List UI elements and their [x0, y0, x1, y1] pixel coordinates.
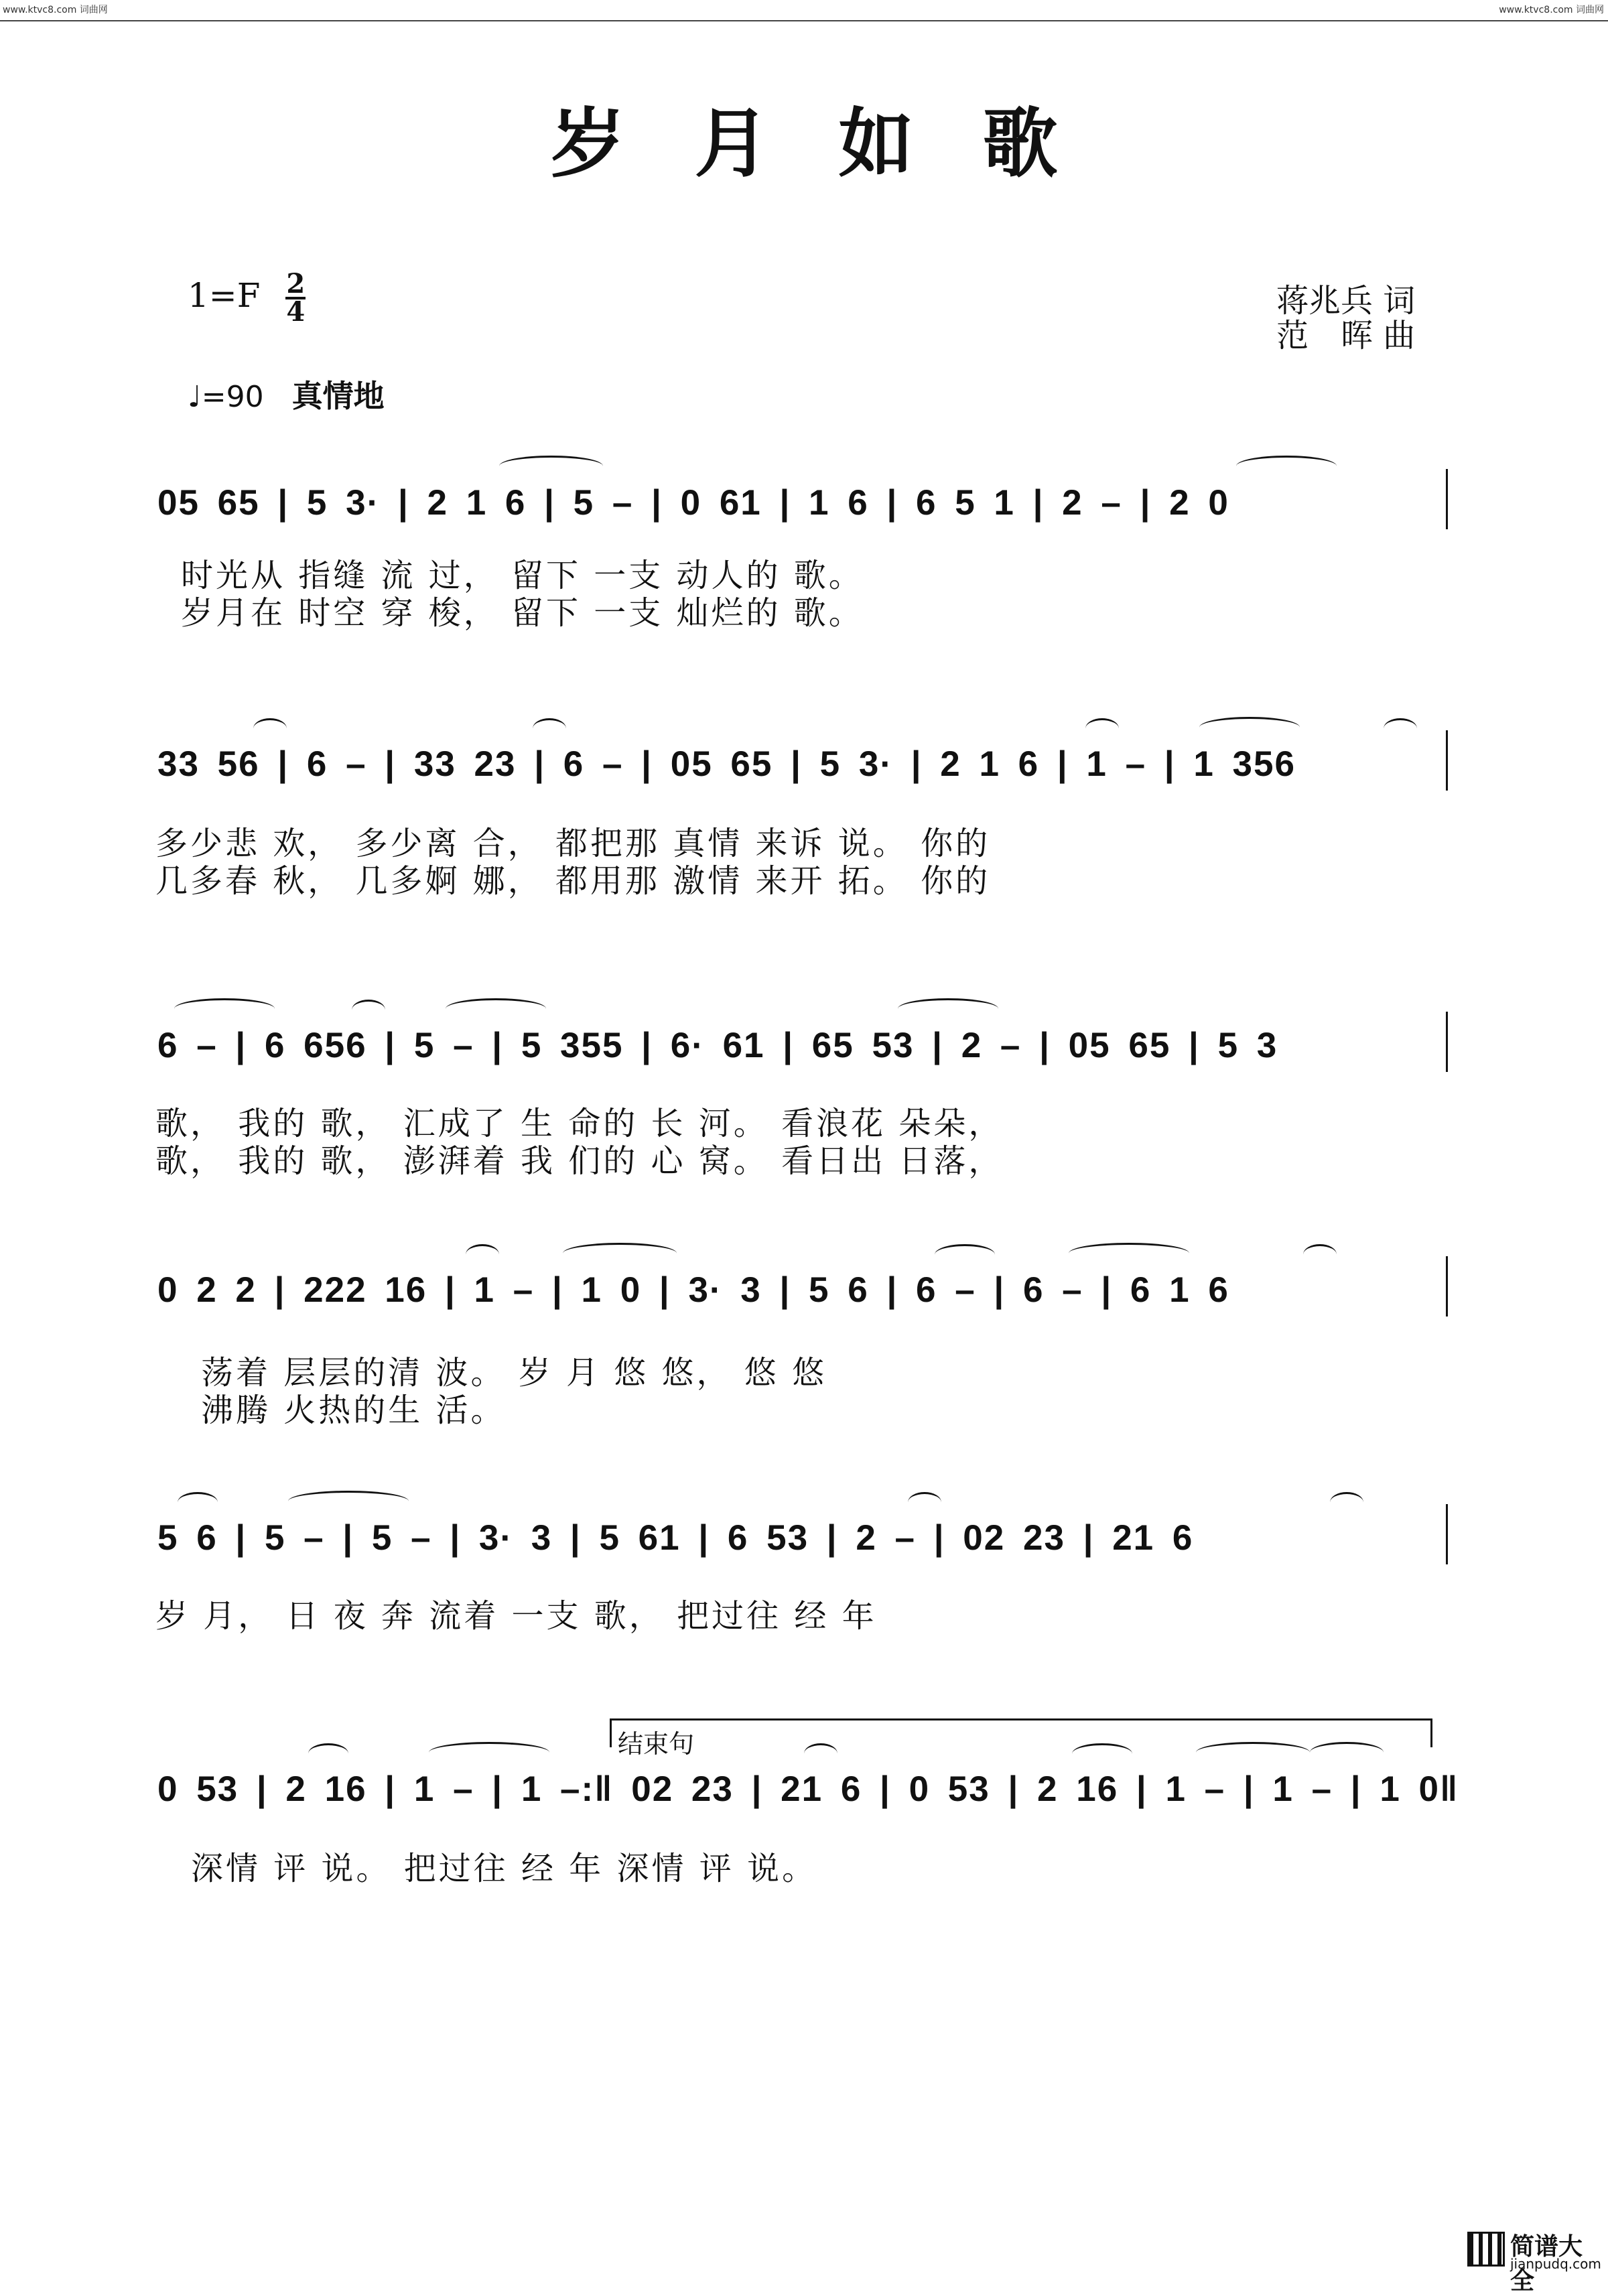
time-signature — [285, 268, 306, 328]
time-bottom: 4 — [286, 296, 306, 328]
site-watermark — [1467, 2228, 1601, 2295]
key-signature — [188, 268, 306, 328]
tempo-mark: ♩=90 — [188, 380, 264, 414]
composer-credit: 范 晖 曲 — [1276, 317, 1416, 354]
staff-system-4 — [0, 1243, 1608, 1429]
slur — [1196, 1742, 1310, 1763]
tempo-marking — [188, 372, 385, 416]
lyric-verse-2: 岁月在 时空 穿 梭， 留下 一支 灿烂的 歌。 — [181, 594, 864, 632]
staff-system-1 — [0, 456, 1608, 630]
header-right-text: www.ktvc8.com 词曲网 — [1499, 5, 1604, 15]
staff-system-3 — [0, 998, 1608, 1180]
lyric-verse-2: 歌， 我的 歌， 澎湃着 我 们的 心 窝。 看日出 日落， — [155, 1142, 1004, 1180]
lyric-verse-1: 深情 评 说。 把过往 经 年 深情 评 说。 — [191, 1850, 817, 1887]
notation-line: 6 – | 6 656 | 5 – | 5 355 | 6· 61 | 65 53 | 2 – | 05 65 | 5 3 — [157, 1026, 1278, 1065]
barline — [1446, 730, 1448, 791]
ending-label: 结束句 — [618, 1729, 695, 1759]
slur — [804, 1743, 838, 1764]
tempo-expression: 真情地 — [291, 378, 385, 414]
slur — [174, 998, 275, 1019]
notation-line: 33 56 | 6 – | 33 23 | 6 – | 05 65 | 5 3· | 2 1 6 | 1 – | 1 356 — [157, 744, 1296, 784]
lyric-verse-1: 歌， 我的 歌， 汇成了 生 命的 长 河。 看浪花 朵朵， — [155, 1105, 1004, 1142]
watermark-brand: 简谱大全 — [1510, 2233, 1583, 2295]
lyric-verse-2: 沸腾 火热的生 活。 — [201, 1392, 506, 1429]
slur — [1384, 718, 1417, 739]
staff-system-2 — [0, 717, 1608, 900]
slur — [288, 1491, 409, 1511]
header-divider — [0, 20, 1608, 21]
lyric-verse-1: 时光从 指缝 流 过， 留下 一支 动人的 歌。 — [181, 557, 864, 594]
slur — [908, 1492, 941, 1513]
slur — [1303, 1244, 1337, 1265]
slur — [533, 718, 566, 739]
key-label: 1=F — [188, 276, 261, 315]
slur — [429, 1742, 549, 1763]
slur — [1069, 1243, 1189, 1264]
slur — [446, 998, 546, 1019]
song-title — [0, 84, 1608, 192]
slur — [499, 456, 603, 476]
time-top: 2 — [286, 268, 306, 299]
slur — [1310, 1742, 1384, 1763]
lyric-verse-1: 多少悲 欢， 多少离 合， 都把那 真情 来诉 说。 你的 — [155, 825, 991, 862]
barline — [1446, 1012, 1448, 1072]
title-char: 月 — [694, 100, 770, 188]
slur — [308, 1743, 348, 1764]
slur — [253, 718, 287, 739]
lyric-verse-1: 岁 月， 日 夜 奔 流着 一支 歌， 把过往 经 年 — [155, 1597, 877, 1635]
notation-line: 05 65 | 5 3· | 2 1 6 | 5 – | 0 61 | 1 6 | 6 5 1 | 2 – | 2 0 — [157, 483, 1229, 523]
watermark-url: jianpudq.com — [1510, 2256, 1601, 2272]
slur — [935, 1244, 995, 1265]
barline — [1446, 1256, 1448, 1316]
notation-line: 0 53 | 2 16 | 1 – | 1 –:‖ 02 23 | 21 6 | 0 53 | 2 16 | 1 – | 1 – | 1 0‖ — [157, 1769, 1459, 1809]
notation-line: 5 6 | 5 – | 5 – | 3· 3 | 5 61 | 6 53 | 2 – | 02 23 | 21 6 — [157, 1518, 1194, 1558]
staff-system-6 — [0, 1742, 1608, 1889]
lyricist-credit: 蒋兆兵 词 — [1276, 282, 1416, 320]
slur — [178, 1492, 218, 1513]
lyric-verse-1: 荡着 层层的清 波。 岁 月 悠 悠， 悠 悠 — [201, 1354, 827, 1392]
header-left-text: www.ktvc8.com 词曲网 — [3, 5, 108, 15]
slur — [1072, 1743, 1132, 1764]
barline — [1446, 469, 1448, 529]
staff-system-5 — [0, 1491, 1608, 1638]
slur — [1085, 718, 1119, 739]
notation-line: 0 2 2 | 222 16 | 1 – | 1 0 | 3· 3 | 5 6 | 6 – | 6 – | 6 1 6 — [157, 1270, 1229, 1310]
title-char: 岁 — [550, 100, 626, 188]
slur — [466, 1244, 499, 1265]
slur — [1199, 717, 1300, 738]
title-char: 如 — [838, 100, 914, 188]
title-char: 歌 — [982, 100, 1058, 188]
slur — [563, 1243, 677, 1264]
lyric-verse-2: 几多春 秋， 几多婀 娜， 都用那 激情 来开 拓。 你的 — [155, 862, 991, 900]
slur — [1330, 1492, 1363, 1513]
slur — [898, 998, 998, 1019]
slur — [1236, 456, 1337, 476]
piano-keys-icon — [1467, 2232, 1505, 2267]
barline — [1446, 1504, 1448, 1564]
slur — [352, 1000, 385, 1020]
